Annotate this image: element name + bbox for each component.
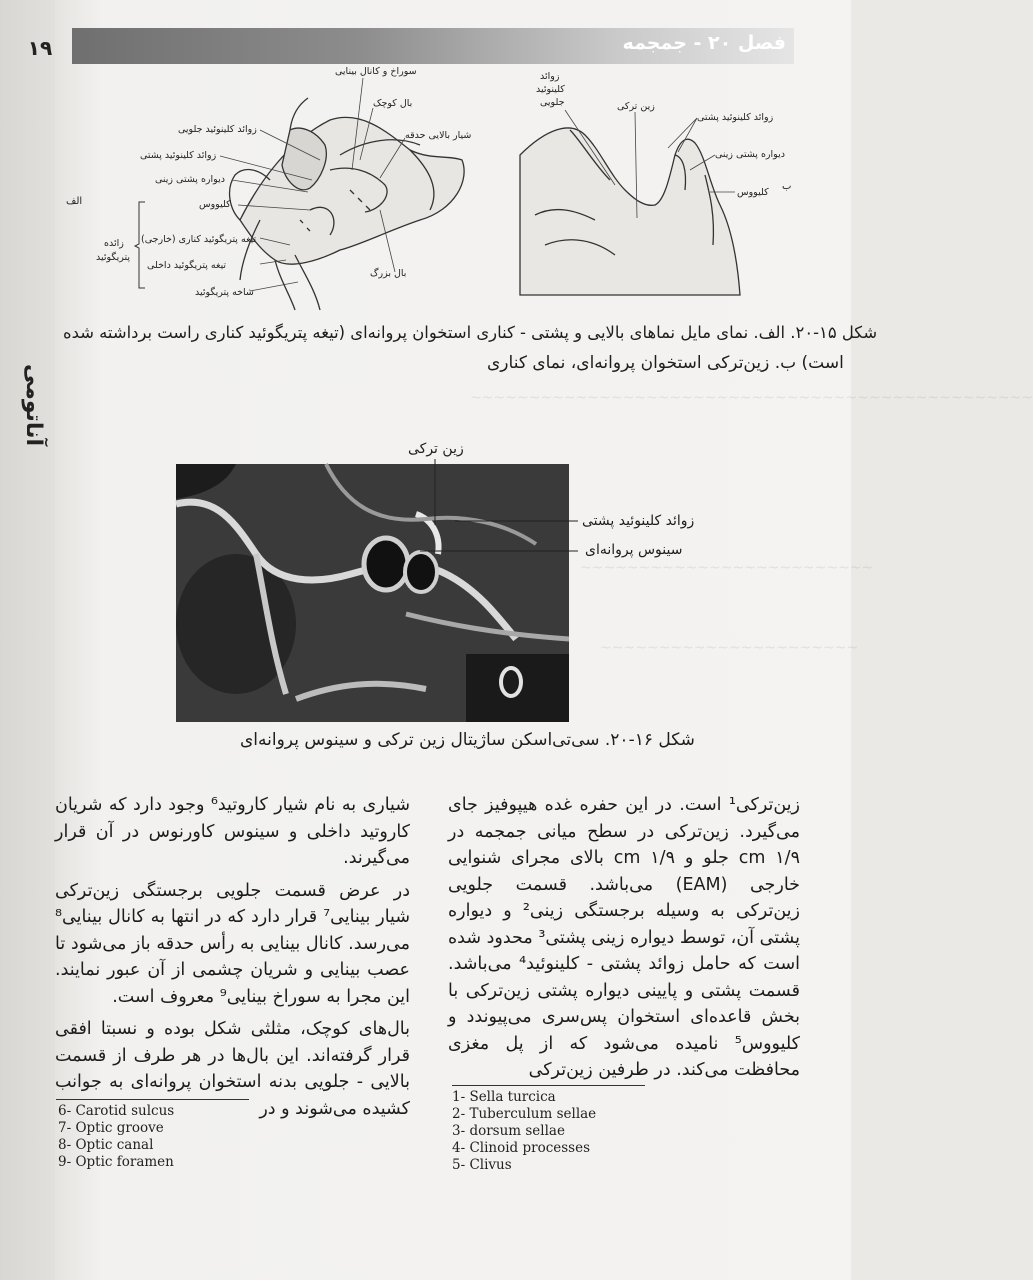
figure-16-caption: شکل ۱۶-۲۰. سی‌تی‌اسکن ساژیتال زین ترکی و سینوس پروانه‌ای	[240, 730, 695, 750]
footnote-9: 9- Optic foramen	[58, 1154, 174, 1170]
label-superior-orbital-fissure: شیار بالایی حدقه	[405, 130, 472, 141]
label-clivus: کلیووس	[199, 199, 231, 210]
footnote-6: 6- Carotid sulcus	[58, 1103, 175, 1119]
label-lateral-pterygoid: تیغه پتریگوئید کناری (خارجی)	[141, 234, 257, 245]
label-pterygoid-process-1: زائده	[104, 238, 124, 249]
footnotes-right	[452, 1089, 596, 1174]
footnote-7: 7- Optic groove	[58, 1120, 164, 1136]
section-side-label: آناتومی	[21, 364, 46, 446]
footnote-4: 4- Clinoid processes	[452, 1140, 591, 1156]
figure-part-b: ب	[782, 181, 792, 192]
label-right-anterior-clinoid-2: کلینوئید	[536, 84, 565, 95]
left-column-paragraph-3: بال‌های کوچک، مثلثی شکل بوده و نسبتا افقی قرار گرفته‌اند. این بال‌ها در هر طرف از قسمت بالایی - جلویی بدنه استخوان پروانه‌ای به جوانب کشیده می‌شوند و در	[55, 1019, 410, 1119]
figure-15-caption-line2: است) ب. زین‌ترکی استخوان پروانه‌ای، نمای کناری	[487, 353, 844, 373]
label-medial-pterygoid: تیغه پتریگوئید داخلی	[147, 260, 227, 271]
label-posterior-clinoid: زوائد کلینوئید پشتی	[140, 150, 217, 161]
label-dorsum-sellae: دیواره پشتی زینی	[155, 174, 225, 185]
ct-label-sella-turcica: زین ترکی	[408, 441, 464, 457]
label-lesser-wing: بال کوچک	[373, 98, 413, 109]
footnote-3: 3- dorsum sellae	[452, 1123, 565, 1139]
footnote-2: 2- Tuberculum sellae	[452, 1106, 597, 1122]
footnote-1: 1- Sella turcica	[452, 1089, 556, 1105]
right-text-column	[448, 792, 800, 1090]
label-right-anterior-clinoid-3: جلویی	[540, 97, 565, 108]
figure-part-a: الف	[66, 196, 83, 207]
page-number: ۱۹	[27, 36, 53, 60]
label-pterygoid-process-2: پتریگوئید	[96, 252, 131, 263]
label-pterygoid-hamulus: شاخه پتریگوئید	[195, 287, 254, 298]
label-right-dorsum-sellae: دیواره پشتی زینی	[715, 149, 785, 160]
right-column-paragraph: زین‌ترکی¹ است. در این حفره غده هیپوفیز جای می‌گیرد. زین‌ترکی در سطح میانی جمجمه در ۱/۹ cm جلو و cm ۱/۹ بالای مجرای شنوایی خارجی (EAM) می‌باشد. قسمت جلویی زین‌ترکی به وسیله برجستگی زینی² و دیواره پشتی آن، توسط دیواره زینی پشتی³ محدود شده است که حامل زوائد پشتی - کلینوئید⁴ می‌باشد. قسمت پشتی و پایینی دیواره پشتی زین‌ترکی با بخش قاعده‌ای استخوان پس‌سری می‌پیوندد و کلیووس⁵ نامیده می‌شود که از پل مغزی محافظت می‌کند. در طرفین زین‌ترکی	[448, 795, 801, 1080]
left-column-paragraph-2: در عرض قسمت جلویی برجستگی زین‌ترکی شیار بینایی⁷ قرار دارد که در انتها به کانال بینایی⁸ می‌رسد. کانال بینایی به رأس حدقه باز می‌شود تا عصب بینایی و شریان چشمی از آن عبور نمایند. این مجرا به سوراخ بینایی⁹ معروف است.	[55, 880, 410, 1007]
figure-right-leader-lines	[540, 100, 750, 220]
footnote-5: 5- Clivus	[452, 1157, 512, 1173]
pterygoid-bracket	[134, 200, 146, 290]
footnotes-left	[58, 1103, 174, 1171]
figure-left-leader-lines	[180, 60, 480, 300]
label-right-anterior-clinoid-1: زوائد	[540, 71, 560, 82]
page-gutter	[0, 0, 55, 1280]
label-greater-wing: بال بزرگ	[370, 268, 407, 279]
label-optic-foramen-canal: سوراخ و کانال بینایی	[335, 66, 417, 77]
chapter-header-bar	[72, 28, 794, 64]
label-anterior-clinoid: زوائد کلینوئید جلویی	[178, 124, 257, 135]
label-right-clivus: کلیووس	[737, 187, 769, 198]
chapter-title: فصل ۲۰ - جمجمه	[622, 32, 786, 54]
label-right-posterior-clinoid: زوائد کلینوئید پشتی	[697, 112, 774, 123]
ct-leader-lines	[400, 455, 580, 555]
left-text-column	[55, 792, 410, 1128]
ct-label-sphenoid-sinus: سینوس پروانه‌ای	[585, 542, 683, 558]
footnote-8: 8- Optic canal	[58, 1137, 154, 1153]
left-column-paragraph-1: شیاری به نام شیار کاروتید⁶ وجود دارد که شریان کاروتید داخلی و سینوس کاورنوس در آن قرار می‌گیرند.	[55, 795, 410, 868]
ct-label-posterior-clinoid: زوائد کلینوئید پشتی	[582, 513, 695, 529]
footnote-rule-right	[452, 1085, 645, 1086]
figure-15-caption-line1: شکل ۱۵-۲۰. الف. نمای مایل نماهای بالایی و پشتی - کناری استخوان پروانه‌ای (تیغه پتریگوئید کناری راست برداشته شده	[63, 323, 878, 342]
label-right-sella-turcica: زین ترکی	[617, 101, 655, 112]
footnote-rule-left	[56, 1099, 249, 1100]
